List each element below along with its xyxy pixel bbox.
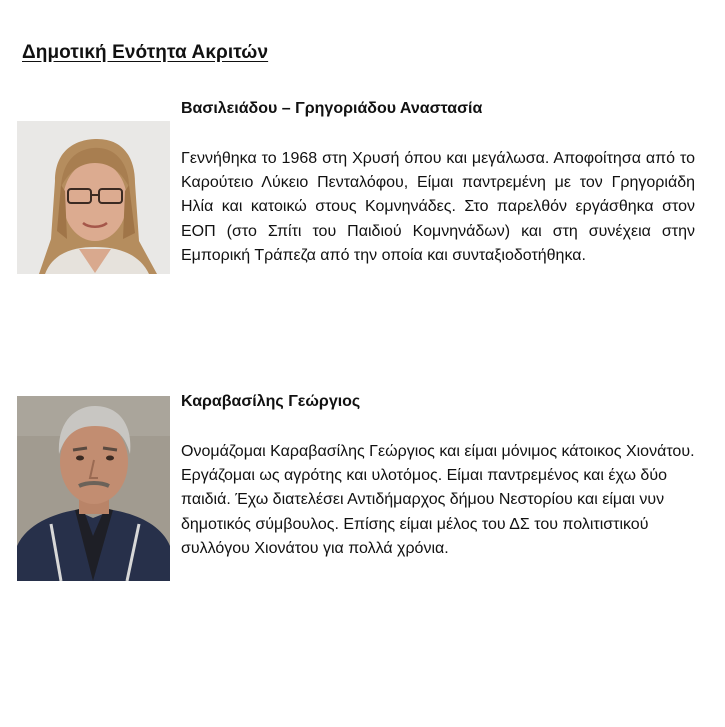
page-title: Δημοτική Ενότητα Ακριτών [22, 42, 269, 63]
candidate-bio: Ονομάζομαι Καραβασίλης Γεώργιος και είμαι μόνιμος κάτοικος Χιονάτου. Εργάζομαι ως αγρότης και υλοτόμος. Είμαι παντρεμένος και έχω δύο παιδιά. Έχω διατελέσει Αντιδήμαρχος δήμου Νεστορίου και είμαι νυν δημοτικός σύμβουλος. Επίσης είμαι μέλος του ΔΣ του πολιτιστικού συλλόγου Χιονάτου για πολλά χρόνια. [181, 443, 695, 557]
candidate-name: Βασιλειάδου – Γρηγοριάδου Αναστασία [181, 100, 483, 117]
candidate-photo [17, 121, 170, 274]
candidate-name: Καραβασίλης Γεώργιος [181, 393, 361, 410]
candidate-bio: Γεννήθηκα το 1968 στη Χρυσή όπου και μεγάλωσα. Αποφοίτησα από το Καρούτειο Λύκειο Πενταλόφου, Είμαι παντρεμένη με τον Γρηγοριάδη Ηλία και κατοικώ στους Κομνηνάδες. Στο παρελθόν εργάσθηκα στον ΕΟΠ (στο Σπίτι του Παιδιού Κομνηνάδων) και στη συνέχεια στην Εμπορική Τράπεζα από την οποία και συνταξιοδοτήθηκα. [181, 150, 695, 264]
candidate-photo [17, 396, 170, 581]
